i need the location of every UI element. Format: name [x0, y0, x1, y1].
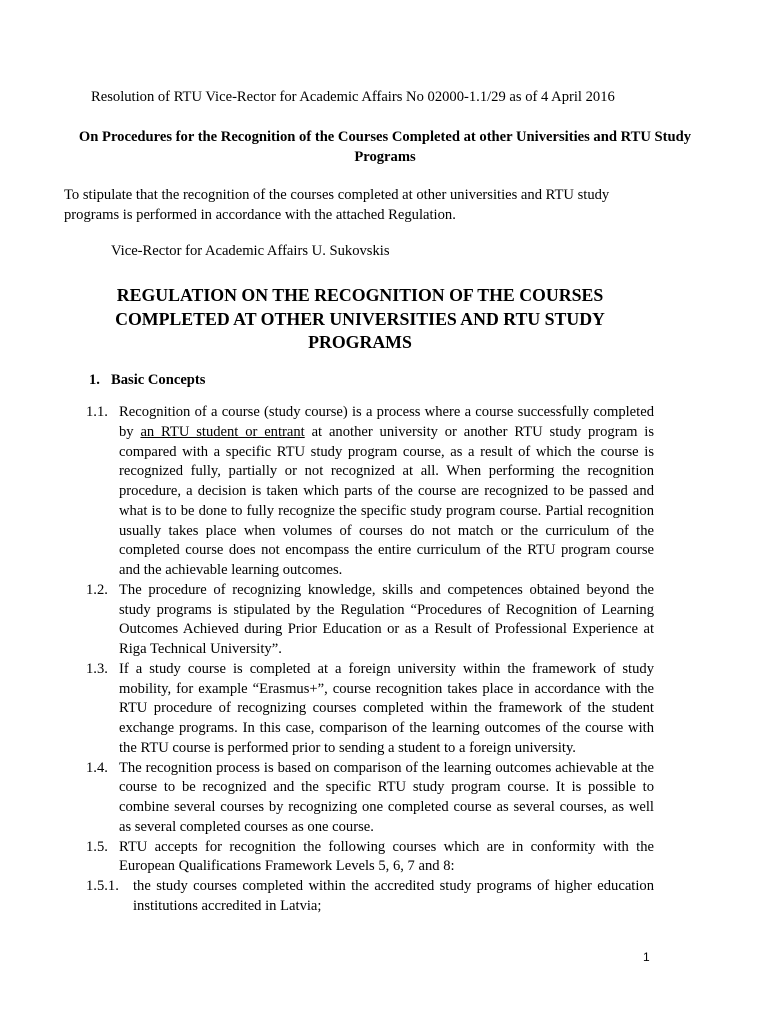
stipulation-paragraph: To stipulate that the recognition of the courses completed at other universities and RTU study programs is performed in accordance with the attached Regulation. [64, 187, 610, 223]
clause-text: RTU accepts for recognition the following courses which are in conformity with the European Qualifications Framework Levels 5, 6, 7 and 8: [119, 838, 654, 875]
clause-1-2 [86, 581, 654, 660]
clause-number: 1.4. [86, 759, 108, 776]
document-subtitle: On Procedures for the Recognition of the Courses Completed at other Universities and RTU Study Programs [78, 129, 692, 165]
clause-number: 1.2. [86, 581, 108, 598]
signer-line: Vice-Rector for Academic Affairs U. Sukovskis [111, 243, 390, 259]
clause-text: If a study course is completed at a foreign university within the framework of study mobility, for example “Erasmus+”, course recognition takes place in accordance with the RTU procedure of recognizing courses completed within the framework of the student exchange programs. In this case, comparison of the learning outcomes of the course with the RTU course is performed prior to sending a student to a foreign university. [119, 660, 654, 756]
clause-text: The recognition process is based on comparison of the learning outcomes achievable at the course to be recognized and the specific RTU study program course. It is possible to combine several courses by recognizing one completed course as several courses, as well as several completed courses as one course. [119, 759, 654, 835]
section-title: Basic Concepts [111, 372, 206, 388]
clause-list [86, 403, 654, 917]
section-heading [89, 372, 205, 389]
regulation-title: REGULATION ON THE RECOGNITION OF THE COURSES COMPLETED AT OTHER UNIVERSITIES AND RTU STUDY PROGRAMS [115, 285, 605, 352]
clause-1-5 [86, 838, 654, 878]
clause-number: 1.3. [86, 660, 108, 677]
clause-1-4 [86, 759, 654, 838]
clause-text-start: Recognition of a course (study course) is a process where a course successfully completed by [119, 404, 654, 440]
resolution-line: Resolution of RTU Vice-Rector for Academic Affairs No 02000-1.1/29 as of 4 April 2016 [91, 89, 615, 105]
clause-text: The procedure of recognizing knowledge, skills and competences obtained beyond the study programs is stipulated by the Regulation “Procedures of Recognition of Learning Outcomes Achieved during Prior Education or as a Result of Professional Experience at Riga Technical University”. [119, 581, 654, 657]
section-number: 1. [89, 372, 100, 388]
clause-1-1 [86, 403, 654, 581]
clause-number: 1.1. [86, 404, 108, 420]
clause-number: 1.5.1. [86, 878, 119, 894]
page-number: 1 [643, 950, 650, 964]
clause-text: the study courses completed within the accredited study programs of higher education institutions accredited in Latvia; [133, 878, 654, 914]
clause-number: 1.5. [86, 838, 108, 855]
clause-1-5-1 [86, 877, 654, 917]
underlined-term: an RTU student or entrant [140, 423, 305, 440]
clause-1-3 [86, 660, 654, 759]
clause-text-end: at another university or another RTU study program is compared with a specific RTU study program course, as a result of which the course is recognized fully, partially or not recognized at all. When performing the recognition procedure, a decision is taken which parts of the course are recognized to be passed and what is to be done to fully recognize the specific study program course. Partial recognition usually takes place when volumes of courses do not match or the curriculum of the completed course does not encompass the entire curriculum of the RTU program course and the achievable learning outcomes. [119, 423, 654, 578]
